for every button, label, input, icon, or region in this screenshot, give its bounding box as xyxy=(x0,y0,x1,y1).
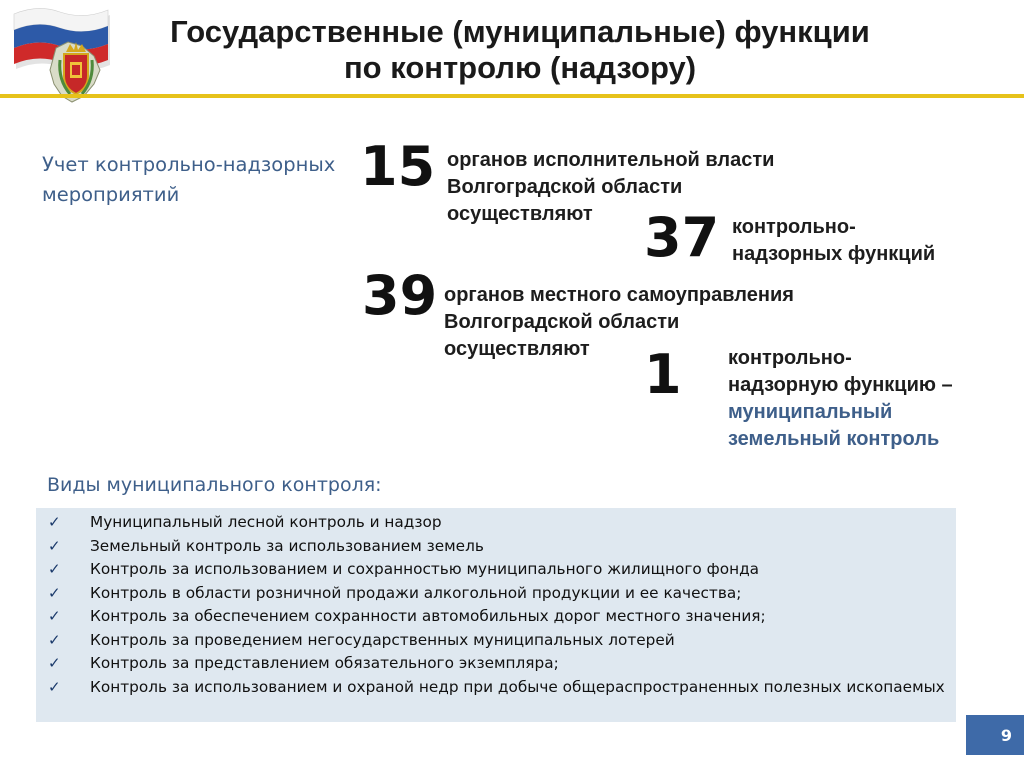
local-bodies-text-line: осуществляют xyxy=(444,338,590,360)
check-icon: ✓ xyxy=(48,607,61,625)
list-item xyxy=(46,582,946,606)
list-item-text: Контроль за представлением обязательного экземпляра; xyxy=(90,654,559,672)
control-accounting-label: Учет контрольно-надзорных мероприятий xyxy=(42,153,336,206)
list-item-text: Контроль за проведением негосударственных муниципальных лотерей xyxy=(90,630,675,649)
page-title-line-2: по контролю (надзору) xyxy=(343,50,697,85)
header-divider xyxy=(0,94,1024,98)
control-types-list xyxy=(46,511,946,699)
list-item xyxy=(46,652,946,676)
control-types-panel xyxy=(36,508,956,722)
list-item xyxy=(46,676,946,700)
municipal-land-control-highlight: муниципальный xyxy=(728,401,893,423)
check-icon: ✓ xyxy=(48,513,61,531)
check-icon: ✓ xyxy=(48,536,61,555)
local-bodies-count: 39 xyxy=(362,264,438,327)
check-icon: ✓ xyxy=(48,583,61,602)
local-bodies-text-line: Волгоградской области xyxy=(444,311,680,333)
list-item xyxy=(46,511,946,535)
page-title-line-1: Государственные (муниципальные) функции xyxy=(170,14,870,49)
list-item xyxy=(46,605,946,629)
regional-bodies-text-line: органов исполнительной власти xyxy=(447,149,775,171)
regional-functions-text xyxy=(732,214,1012,268)
regional-bodies-text-line: осуществляют xyxy=(447,203,593,225)
list-item-text: Муниципальный лесной контроль и надзор xyxy=(90,513,442,531)
check-icon: ✓ xyxy=(48,654,61,672)
control-types-heading: Виды муниципального контроля: xyxy=(47,474,382,496)
municipal-land-control-highlight: земельный контроль xyxy=(728,428,940,450)
list-item-text: Контроль в области розничной продажи алкогольной продукции и ее качества; xyxy=(90,583,742,602)
check-icon: ✓ xyxy=(48,630,61,649)
flag-and-coat-of-arms-logo xyxy=(8,4,118,108)
check-icon: ✓ xyxy=(48,560,61,578)
list-item xyxy=(46,629,946,653)
page-number-badge: 9 xyxy=(966,715,1024,755)
local-functions-text-line: надзорную функцию – xyxy=(728,374,953,396)
check-icon: ✓ xyxy=(48,677,61,696)
regional-bodies-count: 15 xyxy=(360,135,436,198)
list-item-text: Контроль за обеспечением сохранности автомобильных дорог местного значения; xyxy=(90,607,766,625)
local-functions-text xyxy=(728,345,1018,453)
regional-functions-text-line: надзорных функций xyxy=(732,243,936,265)
list-item xyxy=(46,535,946,559)
local-bodies-text-line: органов местного самоуправления xyxy=(444,284,794,306)
local-functions-text-line: контрольно- xyxy=(728,347,852,369)
regional-functions-text-line: контрольно- xyxy=(732,216,856,238)
regional-bodies-text-line: Волгоградской области xyxy=(447,176,683,198)
local-functions-count: 1 xyxy=(644,343,682,406)
page-title xyxy=(120,14,920,86)
list-item-text: Контроль за использованием и охраной недр при добыче общераспространенных полезных ископаемых xyxy=(90,677,945,696)
regional-functions-count: 37 xyxy=(644,206,720,269)
list-item-text: Контроль за использованием и сохранностью муниципального жилищного фонда xyxy=(90,560,760,578)
list-item xyxy=(46,558,946,582)
list-item-text: Земельный контроль за использованием земель xyxy=(90,536,484,555)
